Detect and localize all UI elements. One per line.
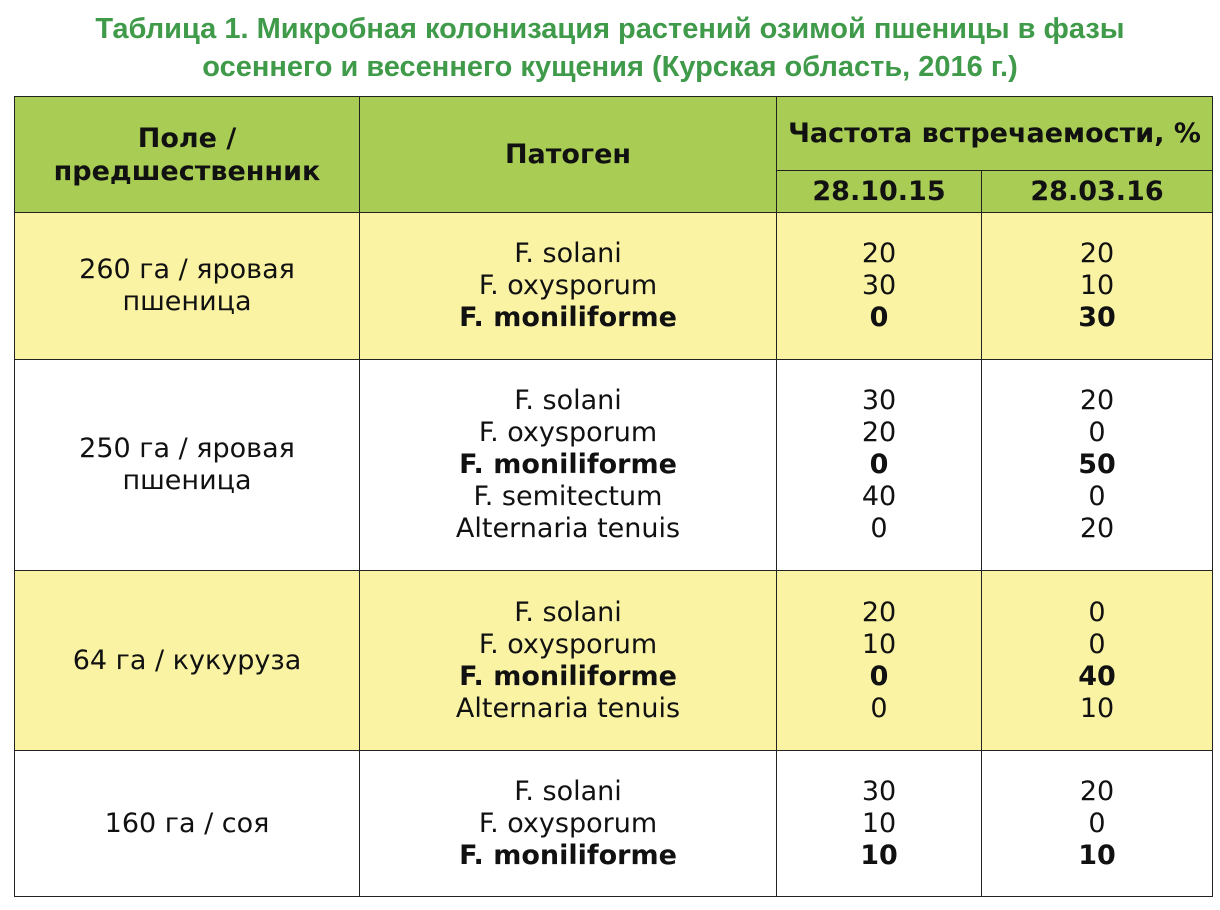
- frequency-value: 0: [1088, 417, 1106, 448]
- frequency-value: 30: [861, 775, 897, 807]
- date-2-cell: [982, 751, 1213, 897]
- pathogen-name: F. solani: [514, 238, 622, 269]
- frequency-value: 20: [861, 238, 897, 269]
- frequency-value: 10: [1078, 839, 1116, 871]
- field-line-1: 260 га / яровая: [79, 254, 295, 285]
- pathogen-cell: [360, 213, 777, 360]
- frequency-value: 50: [1078, 449, 1116, 480]
- pathogen-name: F. solani: [514, 385, 622, 416]
- frequency-value: 20: [1079, 238, 1115, 269]
- frequency-value: 0: [870, 513, 888, 544]
- frequency-value: 0: [869, 302, 889, 333]
- header-date-2: 28.03.16: [982, 171, 1213, 213]
- pathogen-name: F. oxysporum: [478, 807, 658, 839]
- frequency-value: 0: [1088, 596, 1106, 628]
- table-body: [15, 213, 1213, 897]
- frequency-value: 0: [1088, 807, 1106, 839]
- header-field-line-2: предшественник: [53, 155, 321, 187]
- frequency-value: 10: [861, 807, 897, 839]
- field-line-1: 160 га / соя: [104, 807, 270, 839]
- frequency-value: 20: [1079, 385, 1115, 416]
- date-1-cell: [777, 571, 982, 751]
- field-line-2: пшеница: [122, 286, 252, 317]
- pathogen-name: F. moniliforme: [459, 839, 677, 871]
- pathogen-cell: [360, 751, 777, 897]
- date-2-cell: [982, 213, 1213, 360]
- pathogen-name: F. oxysporum: [478, 417, 658, 448]
- table-row: [15, 213, 1213, 360]
- header-pathogen: Патоген: [360, 97, 777, 213]
- date-1-cell: [777, 751, 982, 897]
- frequency-value: 0: [1088, 481, 1106, 512]
- frequency-value: 20: [1079, 513, 1115, 544]
- frequency-value: 10: [1079, 270, 1115, 301]
- table-row: [15, 751, 1213, 897]
- date-2-cell: [982, 360, 1213, 571]
- pathogen-name: F. oxysporum: [478, 628, 658, 660]
- pathogen-name: F. solani: [514, 596, 622, 628]
- frequency-value: 40: [861, 481, 897, 512]
- frequency-value: 0: [869, 449, 889, 480]
- frequency-value: 40: [1078, 660, 1116, 692]
- pathogen-cell: [360, 360, 777, 571]
- colonization-table: [14, 96, 1213, 897]
- date-1-cell: [777, 360, 982, 571]
- header-date-1: 28.10.15: [777, 171, 982, 213]
- pathogen-name: Alternaria tenuis: [455, 692, 681, 724]
- table-row: [15, 360, 1213, 571]
- field-cell: [15, 213, 360, 360]
- field-line-2: пшеница: [122, 465, 252, 496]
- frequency-value: 0: [1088, 628, 1106, 660]
- frequency-value: 30: [861, 385, 897, 416]
- field-line-1: 64 га / кукуруза: [72, 644, 302, 676]
- frequency-value: 20: [861, 417, 897, 448]
- pathogen-cell: [360, 571, 777, 751]
- header-field-line-1: Поле /: [137, 122, 237, 154]
- date-2-cell: [982, 571, 1213, 751]
- field-cell: [15, 360, 360, 571]
- header-field: [15, 97, 360, 213]
- pathogen-name: F. moniliforme: [459, 449, 677, 480]
- frequency-value: 20: [1079, 775, 1115, 807]
- table-caption: [0, 10, 1220, 86]
- frequency-value: 20: [861, 596, 897, 628]
- field-cell: [15, 571, 360, 751]
- frequency-value: 30: [861, 270, 897, 301]
- frequency-value: 10: [1079, 692, 1115, 724]
- caption-line-2: осеннего и весеннего кущения (Курская область, 2016 г.): [202, 51, 1018, 83]
- frequency-value: 0: [869, 660, 889, 692]
- caption-line-1: Таблица 1. Микробная колонизация растений озимой пшеницы в фазы: [95, 13, 1125, 45]
- pathogen-name: F. semitectum: [473, 481, 663, 512]
- frequency-value: 0: [870, 692, 888, 724]
- date-1-cell: [777, 213, 982, 360]
- pathogen-name: F. solani: [514, 775, 622, 807]
- pathogen-name: F. moniliforme: [459, 660, 677, 692]
- frequency-value: 30: [1078, 302, 1116, 333]
- pathogen-name: F. oxysporum: [478, 270, 658, 301]
- pathogen-name: F. moniliforme: [459, 302, 677, 333]
- table-header: [15, 97, 1213, 213]
- frequency-value: 10: [861, 628, 897, 660]
- field-line-1: 250 га / яровая: [79, 433, 295, 464]
- frequency-value: 10: [860, 839, 898, 871]
- table-row: [15, 571, 1213, 751]
- header-frequency: Частота встречаемости, %: [777, 97, 1213, 171]
- pathogen-name: Alternaria tenuis: [455, 513, 681, 544]
- field-cell: [15, 751, 360, 897]
